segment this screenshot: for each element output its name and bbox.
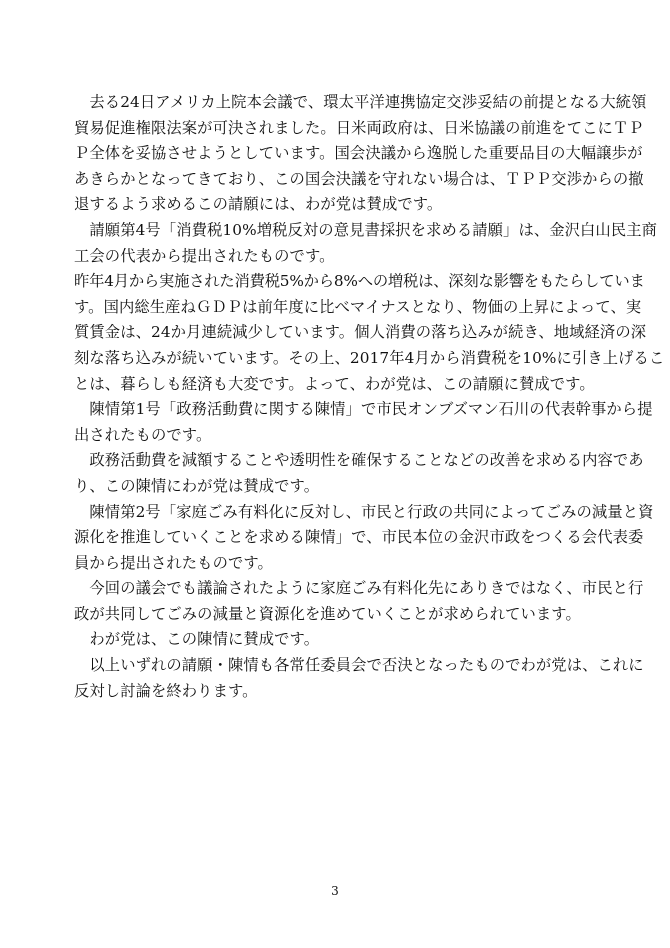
- text-line: 貿易促進権限法案が可決されました。日米両政府は、日米協議の前進をてこにＴＰ: [74, 118, 644, 137]
- text-line: わが党は、この陳情に賛成です。: [74, 630, 320, 649]
- text-line: 源化を推進していくことを求める陳情」で、市民本位の金沢市政をつくる会代表委: [74, 528, 644, 547]
- text-line: Ｐ全体を妥協させようとしています。国会決議から逸脱した重要品目の大幅譲歩が: [74, 144, 643, 163]
- text-line: 陳情第1号「政務活動費に関する陳情」で市民オンブズマン石川の代表幹事から提: [74, 400, 653, 419]
- text-line: 政が共同してごみの減量と資源化を進めていくことが求められています。: [74, 604, 581, 623]
- text-line: 請願第4号「消費税10%増税反対の意見書採択を求める請願」は、金沢白山民主商: [74, 220, 658, 239]
- page-number: 3: [331, 884, 339, 898]
- text-line: 以上いずれの請願・陳情も各常任委員会で否決となったものでわが党は、これに: [74, 656, 644, 675]
- text-line: 刻な落ち込みが続いています。その上、2017年4月から消費税を10%に引き上げるこ: [74, 348, 665, 367]
- text-line: 員から提出されたものです。: [74, 553, 273, 572]
- text-line: 工会の代表から提出されたものです。: [74, 246, 335, 265]
- text-line: 陳情第2号「家庭ごみ有料化に反対し、市民と行政の共同によってごみの減量と資: [74, 502, 654, 521]
- text-line: 今回の議会でも議論されたように家庭ごみ有料化先にありきではなく、市民と行: [74, 579, 644, 598]
- text-line: 政務活動費を減額することや透明性を確保することなどの改善を求める内容であ: [74, 451, 644, 470]
- text-line: す。国内総生産ねＧＤＰは前年度に比べマイナスとなり、物価の上昇によって、実: [74, 297, 642, 316]
- text-line: あきらかとなってきており、この国会決議を守れない場合は、ＴＰＰ交渉からの撤: [74, 169, 644, 188]
- text-line: 昨年4月から実施された消費税5%から8%への増税は、深刻な影響をもたらしていま: [74, 272, 645, 291]
- text-line: とは、暮らしも経済も大変です。よって、わが党は、この請願に賛成です。: [74, 374, 595, 393]
- text-line: り、この陳情にわが党は賛成です。: [74, 476, 320, 495]
- text-line: 去る24日アメリカ上院本会議で、環太平洋連携協定交渉妥結の前提となる大統領: [74, 93, 647, 111]
- body-text: [74, 90, 665, 704]
- text-line: 質賃金は、24か月連続減少しています。個人消費の落ち込みが続き、地域経済の深: [74, 323, 647, 342]
- text-line: 反対し討論を終わります。: [74, 681, 258, 700]
- text-line: 退するよう求めるこの請願には、わが党は賛成です。: [74, 195, 443, 214]
- text-line: 出されたものです。: [74, 425, 212, 444]
